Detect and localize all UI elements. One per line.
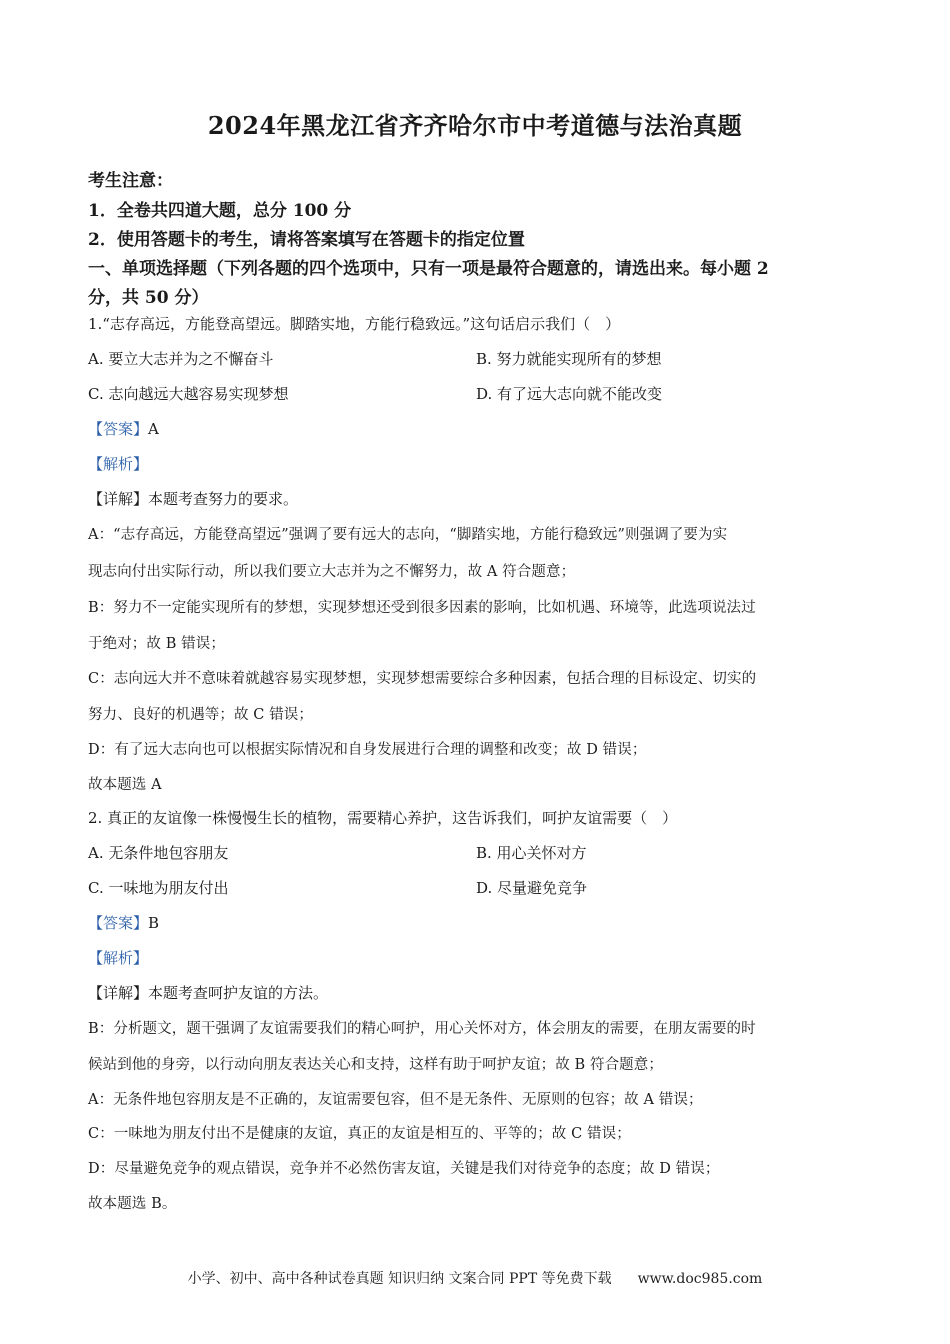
question-1-explanation-b-line-1: B：努力不一定能实现所有的梦想，实现梦想还受到很多因素的影响，比如机遇、环境等，此选项说法过 (88, 600, 756, 616)
question-1-answer (88, 418, 159, 439)
question-2-analysis-tag: 【解析】 (88, 949, 149, 967)
question-2-detail (88, 982, 328, 1003)
question-1-explanation-d: D：有了远大志向也可以根据实际情况和自身发展进行合理的调整和改变；故 D 错误； (88, 742, 647, 758)
question-2-conclusion: 故本题选 B。 (88, 1196, 177, 1212)
question-1-conclusion: 故本题选 A (88, 777, 162, 793)
question-2-stem: 2. 真正的友谊像一株慢慢生长的植物，需要精心养护，这告诉我们，呵护友谊需要（ ） (88, 809, 678, 827)
page-footer (0, 1268, 950, 1288)
question-1-option-a: A. 要立大志并为之不懈奋斗 (88, 350, 274, 368)
question-1-analysis-tag: 【解析】 (88, 455, 149, 473)
detail-tag: 【详解】 (88, 984, 149, 1002)
question-2-explanation-b-line-2: 候站到他的身旁，以行动向朋友表达关心和支持，这样有助于呵护友谊；故 B 符合题意； (88, 1057, 663, 1073)
answer-value: B (148, 914, 160, 932)
question-2-explanation-b-line-1: B：分析题文，题干强调了友谊需要我们的精心呵护，用心关怀对方，体会朋友的需要，在朋友需要的时 (88, 1021, 756, 1037)
page-title: 2024年黑龙江省齐齐哈尔市中考道德与法治真题 (207, 111, 743, 140)
section-heading-line-1: 一、单项选择题（下列各题的四个选项中，只有一项是最符合题意的，请选出来。每小题 2 (88, 259, 769, 279)
question-2-explanation-c: C：一味地为朋友付出不是健康的友谊，真正的友谊是相互的、平等的；故 C 错误； (88, 1126, 631, 1142)
question-2-explanation-a: A：无条件地包容朋友是不正确的，友谊需要包容，但不是无条件、无原则的包容；故 A 错误； (88, 1092, 703, 1108)
question-1-detail (88, 488, 298, 509)
question-1-option-c: C. 志向越远大越容易实现梦想 (88, 385, 289, 403)
question-1-explanation-a-line-2: 现志向付出实际行动，所以我们要立大志并为之不懈努力，故 A 符合题意； (88, 564, 576, 580)
question-2-answer (88, 912, 159, 933)
detail-text: 本题考查努力的要求。 (148, 490, 299, 508)
notice-heading: 考生注意： (88, 171, 173, 191)
detail-tag: 【详解】 (88, 490, 149, 508)
question-2-explanation-d: D：尽量避免竞争的观点错误，竞争并不必然伤害友谊，关键是我们对待竞争的态度；故 D 错误； (88, 1161, 720, 1177)
question-1-explanation-a-line-1: A：“志存高远，方能登高望远”强调了要有远大的志向，“脚踏实地，方能行稳致远”则强调了要为实 (88, 527, 728, 543)
question-1-option-b: B. 努力就能实现所有的梦想 (476, 350, 662, 368)
detail-text: 本题考查呵护友谊的方法。 (148, 984, 329, 1002)
answer-tag: 【答案】 (88, 914, 149, 932)
question-1-explanation-c-line-2: 努力、良好的机遇等；故 C 错误； (88, 707, 314, 723)
question-2-option-b: B. 用心关怀对方 (476, 844, 587, 862)
question-2-option-a: A. 无条件地包容朋友 (88, 844, 229, 862)
answer-tag: 【答案】 (88, 420, 149, 438)
footer-link[interactable]: www.doc985.com (637, 1271, 763, 1287)
footer-text: 小学、初中、高中各种试卷真题 知识归纳 文案合同 PPT 等免费下载 (187, 1271, 612, 1287)
question-1-explanation-b-line-2: 于绝对；故 B 错误； (88, 636, 225, 652)
question-2-option-c: C. 一味地为朋友付出 (88, 879, 229, 897)
question-1-stem: 1.“志存高远，方能登高望远。脚踏实地，方能行稳致远。”这句话启示我们（ ） (88, 315, 621, 333)
question-2-option-d: D. 尽量避免竞争 (476, 879, 588, 897)
section-heading-line-2: 分，共 50 分） (88, 288, 209, 308)
answer-value: A (148, 420, 159, 438)
notice-item-1: 1．全卷共四道大题，总分 100 分 (88, 201, 352, 221)
question-1-option-d: D. 有了远大志向就不能改变 (476, 385, 663, 403)
question-1-explanation-c-line-1: C：志向远大并不意味着就越容易实现梦想，实现梦想需要综合多种因素，包括合理的目标设定、切实的 (88, 671, 757, 687)
notice-item-2: 2．使用答题卡的考生，请将答案填写在答题卡的指定位置 (88, 230, 525, 250)
